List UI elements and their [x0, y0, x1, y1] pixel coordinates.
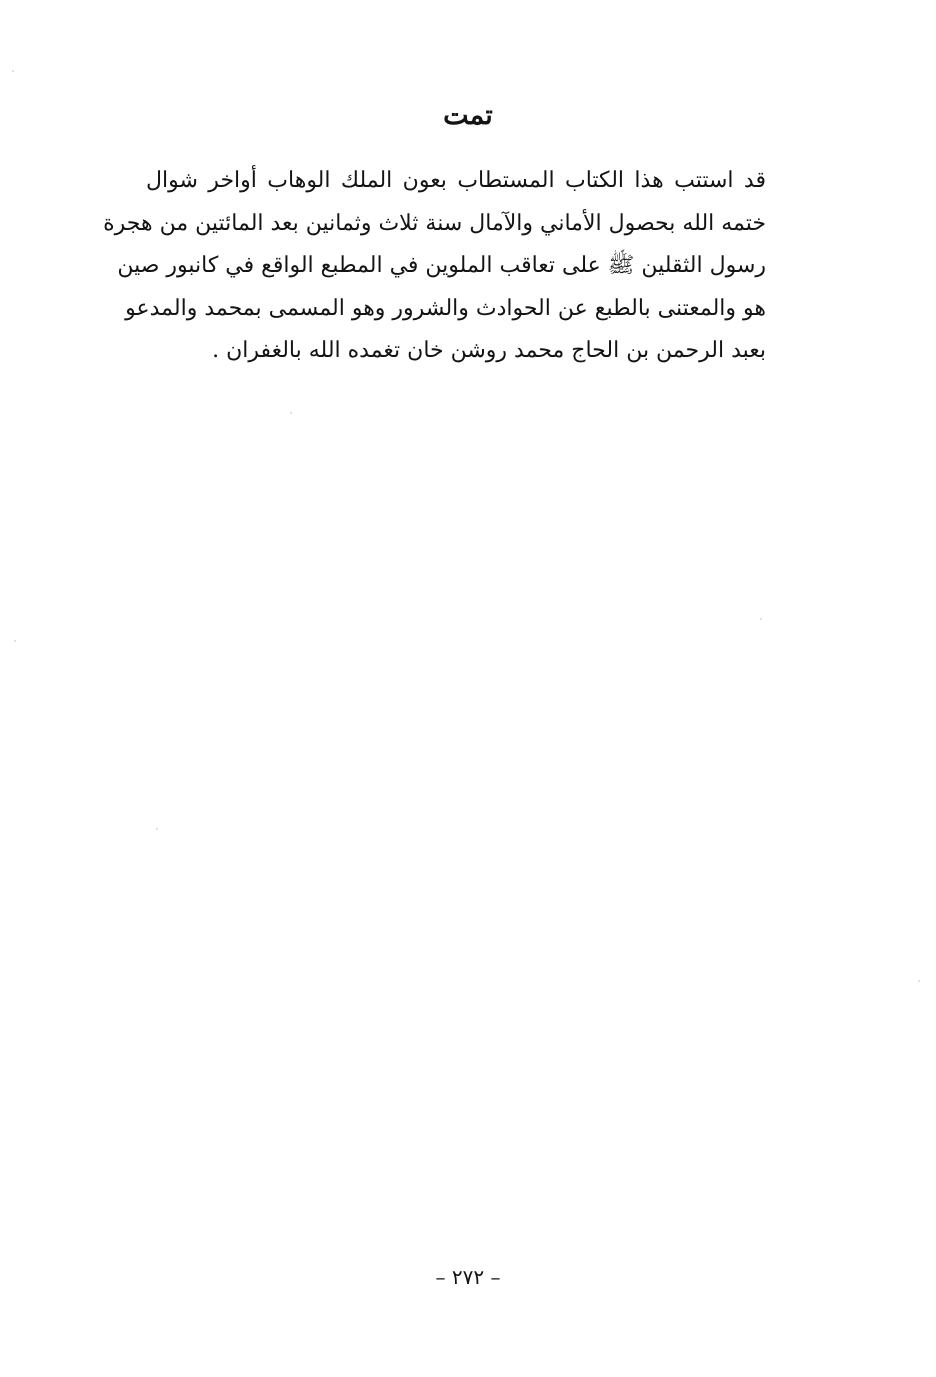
colophon-paragraph	[103, 160, 766, 373]
colophon-line: رسول الثقلين ﷺ على تعاقب الملوين في المطبع الواقع في كانبور صين	[117, 253, 766, 278]
scan-speck	[12, 70, 14, 72]
closing-heading: تمت	[443, 100, 493, 131]
scan-speck	[760, 618, 762, 620]
colophon-line: بعبد الرحمن بن الحاج محمد روشن خان تغمده الله بالغفران .	[212, 338, 766, 363]
scan-speck	[290, 412, 292, 414]
colophon-line: ختمه الله بحصول الأماني والآمال سنة ثلاث وثمانين بعد المائتين من هجرة	[103, 210, 766, 236]
scan-speck	[156, 828, 158, 830]
page-number: – ٢٧٢ –	[435, 1265, 501, 1289]
colophon-line: هو والمعتنى بالطبع عن الحوادث والشرور وهو المسمى بمحمد والمدعو	[125, 295, 766, 321]
scan-speck	[14, 640, 16, 642]
scan-speck	[918, 980, 920, 982]
colophon-line: قد استتب هذا الكتاب المستطاب بعون الملك الوهاب أواخر شوال	[146, 168, 766, 193]
